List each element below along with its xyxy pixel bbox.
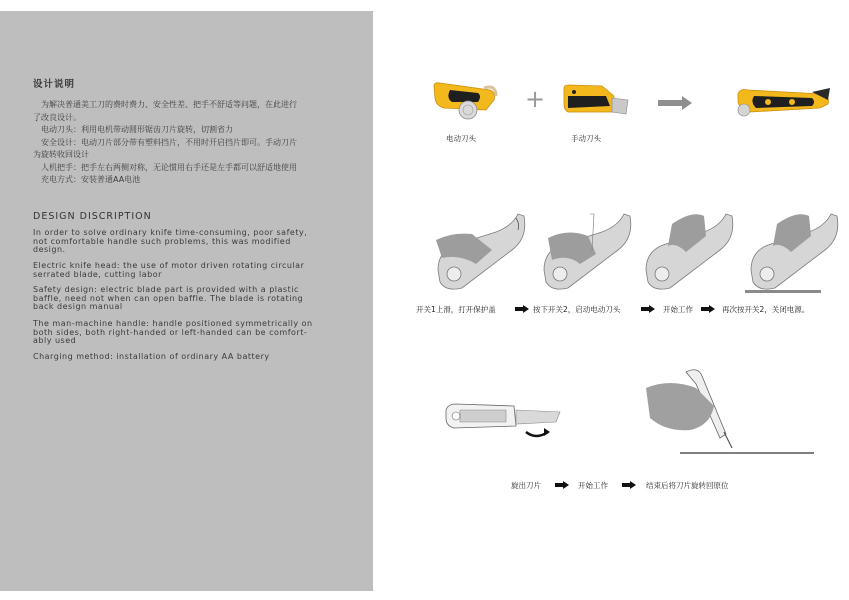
step3-caption: 开始工作 [663, 305, 693, 314]
en-line: Charging method: installation of ordinary AA battery [33, 352, 270, 361]
en-line: serrated blade, cutting labor [33, 269, 162, 279]
arrow-right-icon [701, 305, 715, 313]
step3-sketch [640, 206, 740, 292]
manual-head-caption: 手动刀头 [571, 134, 601, 143]
en-paragraph-4 [33, 320, 313, 346]
cn-line: 了改良设计。 [33, 112, 81, 122]
en-paragraph-2 [33, 262, 304, 279]
en-line: not comfortable handle such problems, this was modified [33, 236, 291, 246]
arrow-right-icon [555, 481, 569, 489]
electric-head-caption: 电动刀头 [446, 134, 476, 143]
en-line: back design manual [33, 302, 123, 312]
plus-sign: + [525, 85, 546, 113]
cn-line: 安全设计：电动刀片部分带有塑料挡片，不用时开启挡片即可。手动刀片 [33, 137, 297, 147]
en-line: both sides, both right-handed or left-handed can be comfort- [33, 327, 308, 337]
cn-line: 电动刀头：利用电机带动圆形锯齿刀片旋转，切割省力 [33, 125, 233, 134]
en-line: The man-machine handle: handle positioned symmetrically on [33, 319, 313, 328]
row2-step1-caption: 旋出刀片 [511, 481, 541, 490]
cutting-hand-sketch [640, 366, 816, 456]
step2-sketch [538, 210, 636, 292]
en-line: Electric knife head: the use of motor driven rotating circular [33, 261, 305, 270]
arrow-right-icon [641, 305, 655, 313]
step4-caption: 再次按开关2，关闭电源。 [722, 305, 810, 314]
assembled-knife-image [732, 84, 832, 120]
en-line: In order to solve ordinary knife time-consuming, poor safety, [33, 228, 308, 237]
step4-sketch [745, 206, 845, 292]
cn-line: 为旋转收回设计 [33, 150, 89, 159]
arrow-right-icon [515, 305, 529, 313]
row2-step3-caption: 结束后将刀片旋转回原位 [646, 481, 729, 490]
cn-line: 为解决普通美工刀的费时费力、安全性差、把手不舒适等问题，在此进行 [33, 100, 297, 109]
manual-blade-sketch [444, 402, 564, 442]
en-line: design. [33, 245, 66, 255]
cn-description [33, 99, 297, 187]
en-paragraph-1 [33, 229, 307, 255]
step1-sketch [432, 210, 530, 292]
row2-step2-caption: 开始工作 [578, 481, 608, 490]
en-line: baffle, need not when can open baffle. The blade is rotating [33, 293, 304, 303]
step1-caption: 开关1上滑，打开保护盖 [416, 305, 496, 314]
cn-line: 充电方式：安装普通AA电池 [33, 175, 141, 184]
cn-line: 人机把手：把手左右两侧对称，无论惯用右手还是左手都可以舒适地使用 [33, 162, 297, 172]
arrow-right-icon [622, 481, 636, 489]
en-line: Safety design: electric blade part is provided with a plastic [33, 285, 299, 294]
cn-title: 设计说明 [33, 79, 76, 90]
combine-arrow-icon [658, 96, 694, 110]
en-title: DESIGN DISCRIPTION [33, 211, 152, 222]
electric-knife-head-image [430, 80, 500, 120]
en-paragraph-5 [33, 353, 270, 362]
manual-knife-head-image [562, 84, 632, 118]
en-paragraph-3 [33, 286, 303, 312]
step2-caption: 按下开关2，启动电动刀头 [533, 305, 621, 314]
en-line: ably used [33, 336, 77, 346]
